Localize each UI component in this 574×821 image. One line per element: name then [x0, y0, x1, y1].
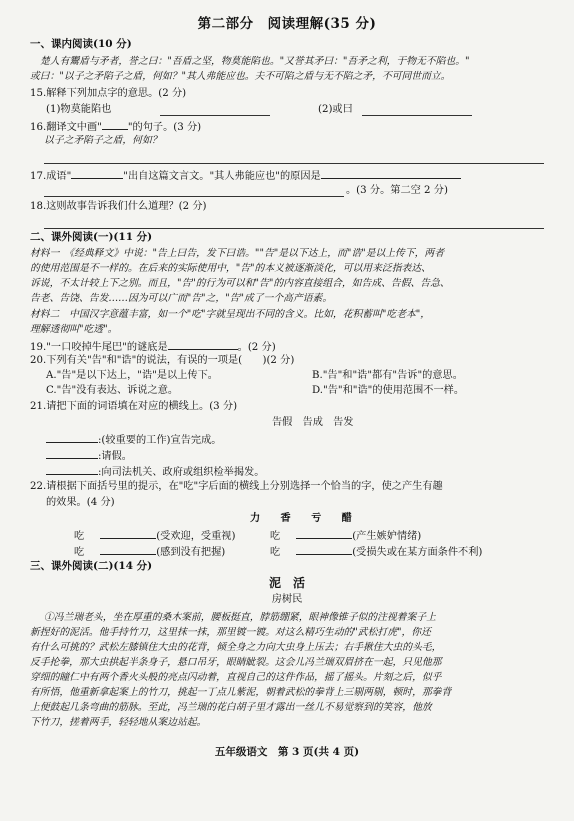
story-line: 反手抡拳，那大虫拱起半条身子，悬口吊牙，眼睛眦裂。这会儿冯兰瑞双眉挤在一起，只见他那: [30, 657, 442, 668]
blank[interactable]: [71, 168, 123, 179]
story-line: 新捏好的泥活。他手持竹刀，这里抹一抹，那里镀一镀。对这么精巧生动的"武松打虎"，你还: [30, 627, 431, 638]
question-21: 21.请把下面的词语填在对应的横线上。(3 分): [30, 401, 238, 412]
story-author: 房树民: [271, 594, 303, 605]
section2-heading: 二、课外阅读(一)(11 分): [30, 231, 153, 243]
q22-hint: (产生嫉妒情绪): [352, 531, 422, 542]
question-16: [30, 119, 201, 134]
question-19-text: 19."一口咬掉牛尾巴"的谜底是: [30, 342, 168, 353]
option-b: B."告"和"诰"都有"告诉"的意思。: [312, 370, 463, 381]
passage-line: 楚人有鬻盾与矛者，誉之曰："吾盾之坚，物莫能陷也。"又誉其矛曰："吾矛之利，于物无不陷也。": [40, 56, 470, 67]
story-line: 有所悟，他重新拿起案上的竹刀，挑起一丁点儿紫泥，朝着武松的拳背上三剔两剔，顿时，那拳背: [30, 687, 452, 698]
question-19-end: 。(2 分): [237, 342, 276, 353]
q21-item: [46, 464, 264, 479]
page-footer: 五年级语文 第 3 页(共 4 页): [214, 746, 360, 758]
blank[interactable]: [168, 339, 238, 350]
q21-item-text: :向司法机关、政府或组织检举揭发。: [98, 467, 265, 478]
q22-chi: 吃: [270, 547, 281, 558]
q22-chi: 吃: [74, 531, 85, 542]
question-20: 20.下列有关"告"和"诰"的说法，有误的一项是( )(2 分): [30, 355, 295, 366]
q22-hint: (受欢迎，受重视): [156, 531, 236, 542]
material-line: 诉说，不太计较上下之别。而且，"告"的行为可以和"告"的内容直接组合，如告成、告假、告急、: [30, 278, 450, 289]
answer-line[interactable]: [44, 163, 544, 164]
story-line: ①冯兰瑞老头，坐在厚重的桑木案前，腰板挺直，脖筋绷紧，眼神像锥子似的注视着案子上: [44, 612, 436, 623]
answer-line[interactable]: [44, 196, 344, 197]
material-line: 材料二 中国汉字意蕴丰富，如一个"吃"字就呈现出不同的含义。比如，花积蓄叫"吃老本"，: [30, 309, 431, 320]
question-17-text-mid: "出自这篇文言文。"其人弗能应也"的原因是: [123, 171, 321, 182]
blank[interactable]: [46, 464, 98, 475]
blank[interactable]: [296, 544, 352, 555]
answer-line[interactable]: [160, 115, 270, 116]
question-15-item-b: (2)或曰: [318, 104, 353, 115]
option-a: A."告"是以下达上，"诰"是以上传下。: [46, 370, 218, 381]
option-d: D."告"和"诰"的使用范围不一样。: [312, 385, 465, 396]
question-15-item-a: (1)物莫能陷也: [46, 104, 112, 115]
blank[interactable]: [321, 168, 461, 179]
blank: [102, 119, 128, 130]
question-15: 15.解释下列加点字的意思。(2 分): [30, 88, 187, 99]
option-c: C."告"没有表达、诉说之意。: [46, 385, 179, 396]
blank[interactable]: [46, 432, 98, 443]
story-line: 穿细的瞳仁中有两个香火头般的亮点闪动着，直视自己的这件作品，摇了摇头。片刻之后，似乎: [30, 672, 442, 683]
q22-item: [270, 544, 482, 559]
question-17-text: 17.成语": [30, 171, 72, 182]
passage-line: 或曰："以子之矛陷子之盾，何如？"其人弗能应也。夫不可陷之盾与无不陷之矛，不可同世而立。: [30, 71, 451, 82]
section1-heading: 一、课内阅读(10 分): [30, 38, 132, 50]
material-line: 理解透彻叫"吃透"。: [30, 324, 118, 335]
material-line: 的使用范围是不一样的。在后来的实际使用中，"告"的本义被逐渐淡化，可以用来泛指表达、: [30, 263, 431, 274]
q22-item: [270, 528, 421, 543]
answer-line[interactable]: [362, 115, 472, 116]
q22-hint: (受损失或在某方面条件不利): [352, 547, 483, 558]
question-16-text-end: "的句子。(3 分): [127, 122, 202, 133]
word-bank: 力 香 亏 醋: [250, 512, 352, 524]
q21-item: [46, 448, 132, 463]
question-17: [30, 168, 461, 183]
q22-chi: 吃: [270, 531, 281, 542]
material-line: 材料一 《经典释文》中说："告上曰告，发下曰诰。""告"是以下达上，而"诰"是以上传下，两者: [30, 248, 445, 259]
q21-item: [46, 432, 221, 447]
blank[interactable]: [46, 448, 98, 459]
question-22-cont: 的效果。(4 分): [46, 497, 115, 508]
answer-line[interactable]: [44, 228, 544, 229]
word-bank: 告假 告成 告发: [272, 417, 354, 428]
question-17-end: 。(3 分。第二空 2 分): [346, 185, 448, 196]
question-18: 18.这则故事告诉我们什么道理？(2 分): [30, 201, 207, 212]
question-19: [30, 339, 276, 354]
question-22: 22.请根据下面括号里的提示，在"吃"字后面的横线上分别选择一个恰当的字，使之产生有趣: [30, 481, 443, 492]
q21-item-text: :请假。: [98, 451, 132, 462]
part-title: 第二部分 阅读理解(35 分): [197, 16, 377, 32]
story-line: 下竹刀，搓着两手，轻轻地从案边站起。: [30, 717, 207, 728]
blank[interactable]: [296, 528, 352, 539]
material-line: 告老、告饶、告发……因为可以广而"告"之，"告"成了一个高产语素。: [30, 293, 333, 304]
q22-item: [74, 544, 225, 559]
question-16-sentence: 以子之矛陷子之盾，何如？: [44, 135, 162, 146]
story-line: 有什么可挑的？武松左膝镇住大虫的花背，倾全身之力向大虫身上压去；右手揪住大虫的头毛，: [30, 642, 442, 653]
blank[interactable]: [100, 528, 156, 539]
story-title: 泥 活: [268, 576, 305, 590]
blank[interactable]: [100, 544, 156, 555]
q22-item: [74, 528, 235, 543]
q21-item-text: :(较重要的工作)宣告完成。: [98, 435, 222, 446]
q22-hint: (感到没有把握): [156, 547, 226, 558]
story-line: 上便鼓起几条弯曲的筋脉。至此，冯兰瑞的花白胡子里才露出一丝儿不易觉察到的笑容，他放: [30, 702, 432, 713]
section3-heading: 三、课外阅读(二)(14 分): [30, 560, 153, 572]
q22-chi: 吃: [74, 547, 85, 558]
question-16-text: 16.翻译文中画": [30, 122, 102, 133]
